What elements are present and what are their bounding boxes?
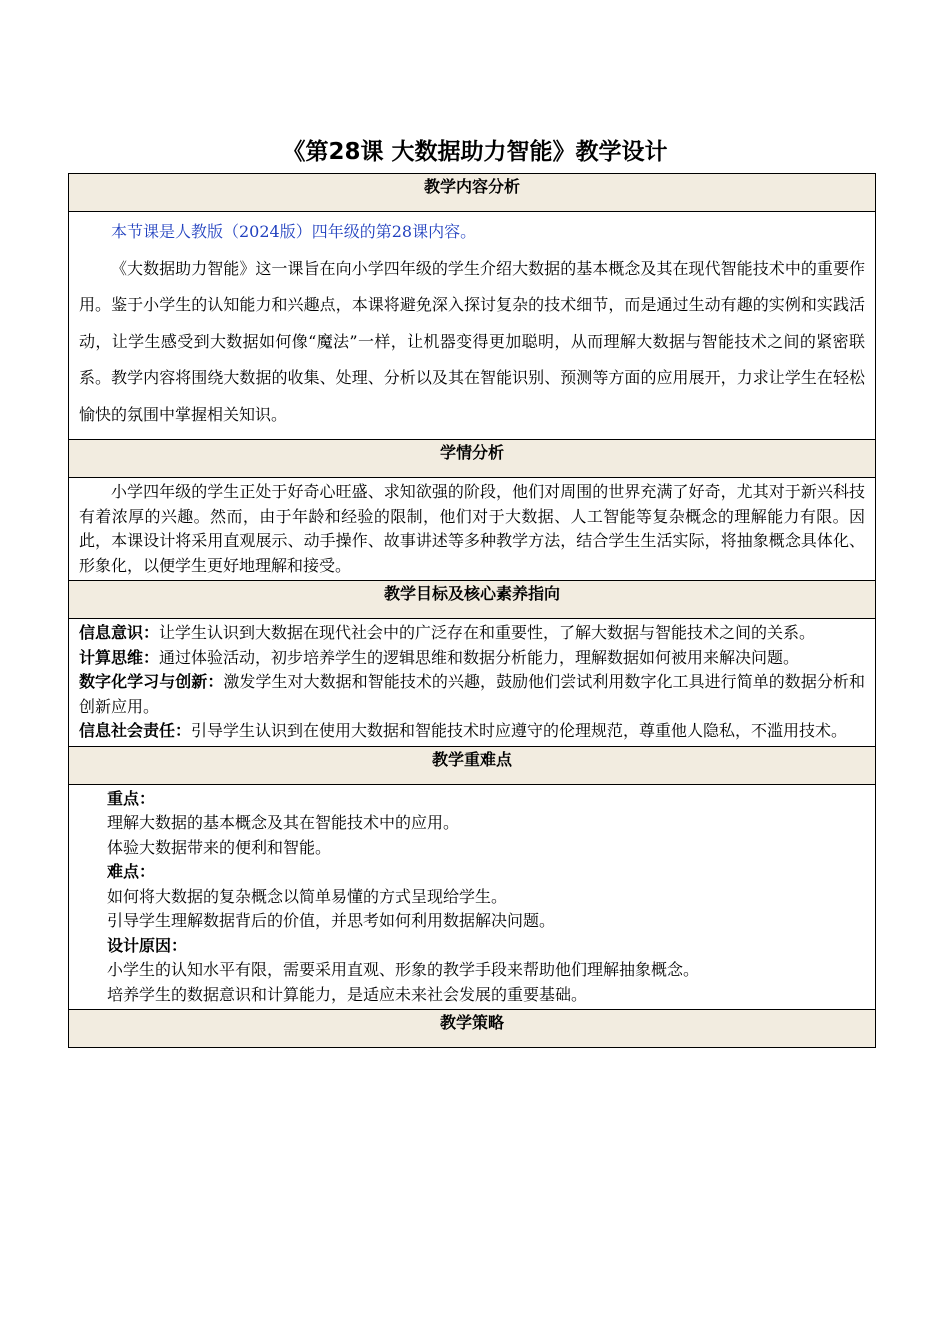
key-points-label: 重点： [107, 788, 156, 808]
objective-text: 引导学生认识到在使用大数据和智能技术时应遵守的伦理规范，尊重他人隐私，不滥用技术。 [191, 721, 848, 740]
section-header-content-analysis: 教学内容分析 [69, 174, 876, 212]
objective-label: 数字化学习与创新： [79, 672, 224, 691]
content-analysis-cell [69, 212, 876, 440]
objective-item [79, 719, 865, 744]
section-header-objectives: 教学目标及核心素养指向 [69, 581, 876, 619]
design-reason-label: 设计原因： [107, 935, 188, 955]
content-analysis-intro: 本节课是人教版（2024版）四年级的第28课内容。 [111, 222, 477, 241]
difficult-point-item: 如何将大数据的复杂概念以简单易懂的方式呈现给学生。 [107, 886, 508, 906]
objective-label: 信息社会责任： [79, 721, 192, 740]
objective-text: 让学生认识到大数据在现代社会中的广泛存在和重要性，了解大数据与智能技术之间的关系。 [159, 623, 816, 642]
student-analysis-cell [69, 478, 876, 581]
content-analysis-body: 《大数据助力智能》这一课旨在向小学四年级的学生介绍大数据的基本概念及其在现代智能技术中的重要作用。鉴于小学生的认知能力和兴趣点，本课将避免深入探讨复杂的技术细节，而是通过生动有趣的实例和实践活动，让学生感受到大数据如何像“魔法”一样，让机器变得更加聪明，从而理解大数据与智能技术之间的紧密联系。教学内容将围绕大数据的收集、处理、分析以及其在智能识别、预测等方面的应用展开，力求让学生在轻松愉快的氛围中掌握相关知识。 [79, 258, 865, 424]
design-reason-item: 培养学生的数据意识和计算能力，是适应未来社会发展的重要基础。 [107, 984, 588, 1004]
lesson-design-table [68, 173, 876, 1048]
key-points-cell [69, 784, 876, 1010]
objective-label: 计算思维： [79, 647, 160, 667]
difficult-points-label: 难点： [107, 862, 156, 881]
objective-label: 信息意识： [79, 623, 160, 642]
section-header-strategy: 教学策略 [69, 1010, 876, 1048]
difficult-point-item: 引导学生理解数据背后的价值，并思考如何利用数据解决问题。 [107, 911, 556, 930]
document-title: 《第28课 大数据助力智能》教学设计 [282, 139, 668, 165]
student-analysis-body: 小学四年级的学生正处于好奇心旺盛、求知欲强的阶段，他们对周围的世界充满了好奇，尤其对于新兴科技有着浓厚的兴趣。然而，由于年龄和经验的限制，他们对于大数据、人工智能等复杂概念的理解能力有限。因此，本课设计将采用直观展示、动手操作、故事讲述等多种教学方法，结合学生生活实际，将抽象概念具体化、形象化，以便学生更好地理解和接受。 [79, 482, 865, 575]
key-point-item: 理解大数据的基本概念及其在智能技术中的应用。 [107, 813, 460, 832]
objective-text: 通过体验活动，初步培养学生的逻辑思维和数据分析能力，理解数据如何被用来解决问题。 [159, 647, 800, 667]
objective-text: 激发学生对大数据和智能技术的兴趣，鼓励他们尝试利用数字化工具进行简单的数据分析和创新应用。 [79, 672, 865, 716]
key-point-item: 体验大数据带来的便利和智能。 [107, 837, 332, 857]
objective-item [79, 621, 865, 646]
section-header-key-points: 教学重难点 [69, 746, 876, 784]
design-reason-item: 小学生的认知水平有限，需要采用直观、形象的教学手段来帮助他们理解抽象概念。 [107, 960, 700, 979]
section-header-student-analysis: 学情分析 [69, 440, 876, 478]
objective-item [79, 646, 865, 671]
objective-item [79, 670, 865, 719]
objectives-cell [69, 619, 876, 747]
